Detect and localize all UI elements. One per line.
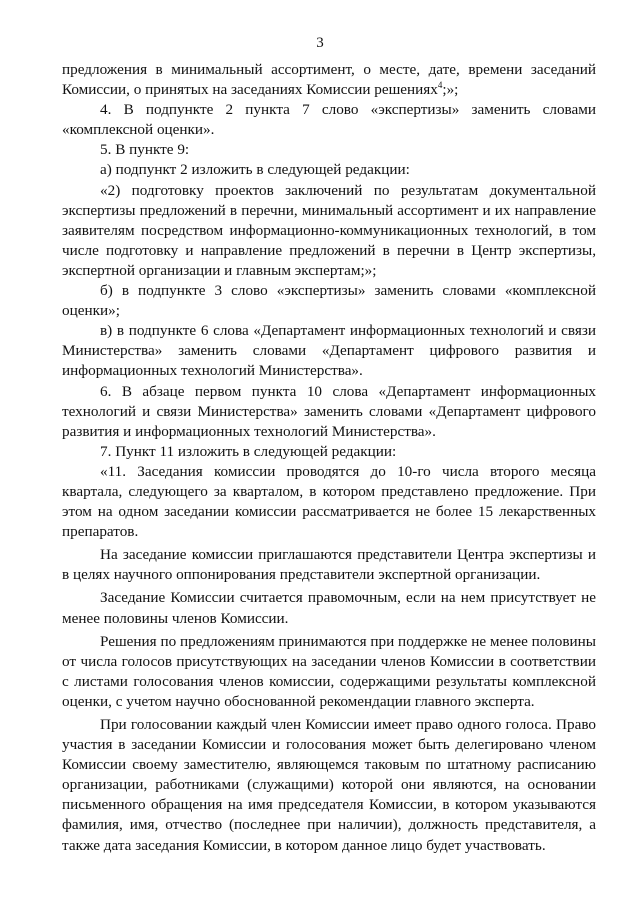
footnote-marker: 4 [437, 80, 443, 91]
paragraph-item-5: 5. В пункте 9: [100, 141, 190, 159]
document-body [62, 60, 596, 856]
paragraph-quorum: Заседание Комиссии считается правомочным, если на нем присутствует не менее половины членов Комиссии. [62, 589, 596, 627]
paragraph-item-6: 6. В абзаце первом пункта 10 слова «Департамент информационных технологий и связи Министерства» заменить словами «Департамент цифрового развития и информационных технологий Министерства». [62, 382, 596, 440]
paragraph-invitation: На заседание комиссии приглашаются представители Центра экспертизы и в целях научного оппонирования представители экспертной организации. [62, 546, 596, 584]
paragraph-subitem-v: в) в подпункте 6 слова «Департамент информационных технологий и связи Министерства» заменить словами «Департамент цифрового развития и информационных технологий Министерства». [62, 322, 596, 380]
paragraph-decisions: Решения по предложениям принимаются при поддержке не менее половины от числа голосов присутствующих на заседании членов Комиссии в соответствии с листами голосования членов комиссии, содержащими результаты комплексной оценки, с учетом научно обоснованной рекомендации главного эксперта. [62, 632, 596, 710]
paragraph-quoted-item-11: «11. Заседания комиссии проводятся до 10-го числа второго месяца квартала, следующего за кварталом, в котором представлено предложение. При этом на одном заседании комиссии рассматривается не более 15 лекарственных препаратов. [62, 462, 596, 541]
paragraph-item-7: 7. Пункт 11 изложить в следующей редакции: [100, 442, 397, 460]
paragraph-quoted-subitem-2: «2) подготовку проектов заключений по результатам документальной экспертизы предложений в перечни, минимальный ассортимент и их направление заявителям посредством информационно-коммуникационных технологий, в том числе подготовку и направление предложений в перечни в Центр экспертизы, экспертной организации и главным экспертам;»; [62, 181, 596, 279]
paragraph-subitem-a: а) подпункт 2 изложить в следующей редакции: [100, 161, 410, 179]
paragraph-item-4: 4. В подпункте 2 пункта 7 слово «экспертизы» заменить словами «комплексной оценки». [62, 101, 596, 139]
paragraph-tail: ;»; [442, 81, 459, 99]
paragraph-subitem-b: б) в подпункте 3 слово «экспертизы» заменить словами «комплексной оценки»; [62, 282, 596, 320]
paragraph-continuation [62, 60, 596, 100]
paragraph-voting: При голосовании каждый член Комиссии имеет право одного голоса. Право участия в заседании Комиссии и голосования может быть делегировано членом Комиссии своему заместителю, являющемся таковым по штатному расписанию организации, работниками (служащими) которой они являются, на основании письменного обращения на имя председателя Комиссии, в котором указываются фамилия, имя, отчество (последнее при наличии), должность представителя, а также дата заседания Комиссии, в котором данное лицо будет участвовать. [62, 716, 596, 854]
paragraph-text: предложения в минимальный ассортимент, о месте, дате, времени заседаний Комиссии, о принятых на заседаниях Комиссии решениях [62, 61, 596, 99]
page-number: 3 [316, 35, 324, 51]
